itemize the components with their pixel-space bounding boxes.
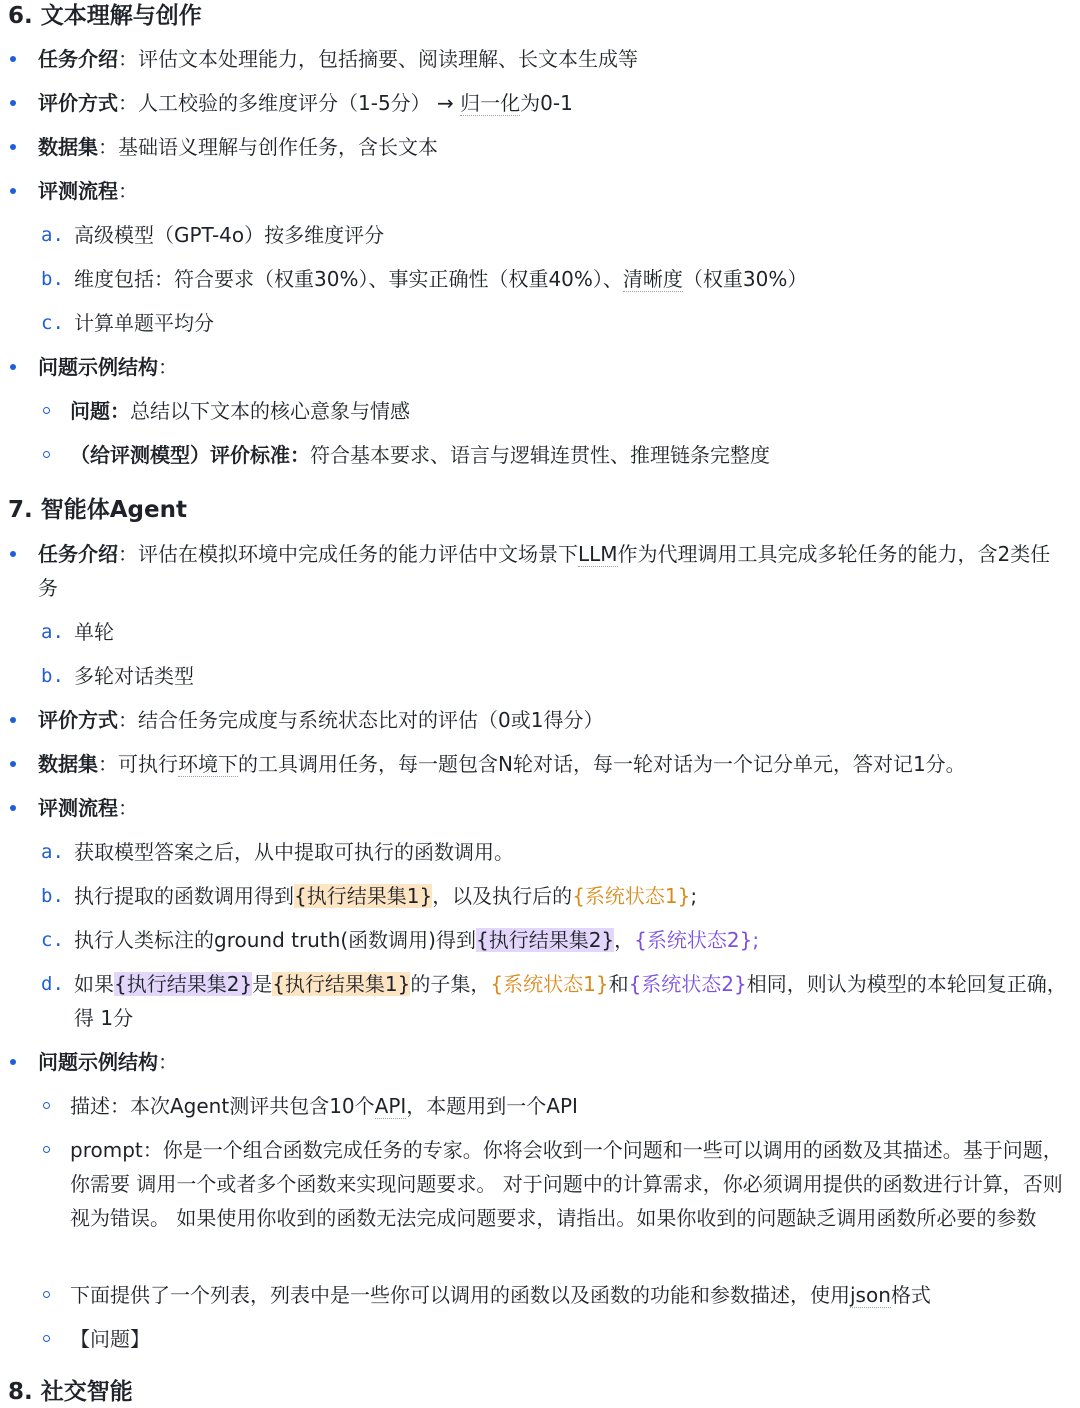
s7-example-question: 【问题】 <box>70 1322 1068 1356</box>
system-state-2-text: {系统状态2} <box>628 972 747 996</box>
s7-flow-item: 评测流程： <box>38 791 1068 825</box>
result-set-2-highlight: {执行结果集2} <box>475 928 615 952</box>
system-state-1-text: {系统状态1} <box>572 884 691 908</box>
s7-flow-b: b. 执行提取的函数调用得到{执行结果集1}，以及执行后的{系统状态1}; <box>41 884 698 908</box>
s7-method-item: 评价方式：结合任务完成度与系统状态比对的评估（0或1得分） <box>38 703 1068 737</box>
s7-example-item: 问题示例结构： <box>38 1045 1068 1079</box>
term-clarity[interactable]: 清晰度 <box>622 267 683 291</box>
system-state-1-text: {系统状态1} <box>490 972 609 996</box>
term-environment[interactable]: 环境下 <box>178 752 238 776</box>
s6-example-criteria: （给评测模型）评价标准：符合基本要求、语言与逻辑连贯性、推理链条完整度 <box>70 438 1068 472</box>
section-7-title: 7. 智能体Agent <box>8 497 187 523</box>
term-json[interactable]: json <box>850 1283 891 1307</box>
s6-flow-b: b. 维度包括：符合要求（权重30%）、事实正确性（权重40%）、清晰度（权重30%） <box>41 267 808 291</box>
term-normalize[interactable]: 归一化 <box>460 91 521 115</box>
s7-flow-d: d. 如果{执行结果集2}是{执行结果集1}的子集，{系统状态1}和{系统状态2}相同，则认为模型的本轮回复正确，得 1分 <box>41 972 1067 1030</box>
s7-type-a: a. 单轮 <box>41 620 114 644</box>
section-8-title: 8. 社交智能 <box>8 1379 133 1405</box>
s7-intro-item: 任务介绍：评估在模拟环境中完成任务的能力评估中文场景下LLM作为代理调用工具完成多轮任务的能力，含2类任务 <box>38 537 1068 605</box>
s6-data-item: 数据集：基础语义理解与创作任务，含长文本 <box>38 130 1068 164</box>
s6-method-item: 评价方式：人工校验的多维度评分（1-5分） → 归一化为0-1 <box>38 86 1068 120</box>
result-set-2-highlight: {执行结果集2} <box>114 972 253 996</box>
s7-example-list: 下面提供了一个列表，列表中是一些你可以调用的函数以及函数的功能和参数描述，使用json格式 <box>70 1278 1068 1312</box>
result-set-1-highlight: {执行结果集1} <box>272 972 411 996</box>
s6-intro-item: 任务介绍：评估文本处理能力，包括摘要、阅读理解、长文本生成等 <box>38 42 1068 76</box>
s6-flow-a: a. 高级模型（GPT-4o）按多维度评分 <box>41 223 385 247</box>
s6-example-item: 问题示例结构： <box>38 350 1068 384</box>
s7-example-desc: 描述：本次Agent测评共包含10个API，本题用到一个API <box>70 1089 1068 1123</box>
term-llm[interactable]: LLM <box>578 542 618 566</box>
s7-type-b: b. 多轮对话类型 <box>41 664 194 688</box>
result-set-1-highlight: {执行结果集1} <box>294 884 433 908</box>
section-6-title: 6. 文本理解与创作 <box>8 3 202 29</box>
s7-flow-a: a. 获取模型答案之后，从中提取可执行的函数调用。 <box>41 840 514 864</box>
s7-flow-c: c. 执行人类标注的ground truth(函数调用)得到{执行结果集2}，{系统状态2}; <box>41 928 760 952</box>
s7-data-item: 数据集：可执行环境下的工具调用任务，每一题包含N轮对话，每一轮对话为一个记分单元，答对记1分。 <box>38 747 1068 781</box>
term-api[interactable]: API <box>374 1094 407 1118</box>
s6-flow-item: 评测流程： <box>38 174 1068 208</box>
s6-example-question: 问题：总结以下文本的核心意象与情感 <box>70 394 1068 428</box>
s6-flow-c: c. 计算单题平均分 <box>41 311 214 335</box>
s7-example-prompt: prompt：你是一个组合函数完成任务的专家。你将会收到一个问题和一些可以调用的函数及其描述。基于问题，你需要 调用一个或者多个函数来实现问题要求。 对于问题中的计算需求，你必须调用提供的函数进行计算，否则视为错误。 如果使用你收到的函数无法完成问题要求，请指出。如果你收到的问题缺乏调用函数所必要的参数 <box>70 1133 1068 1235</box>
system-state-2-text: {系统状态2}; <box>634 928 760 952</box>
